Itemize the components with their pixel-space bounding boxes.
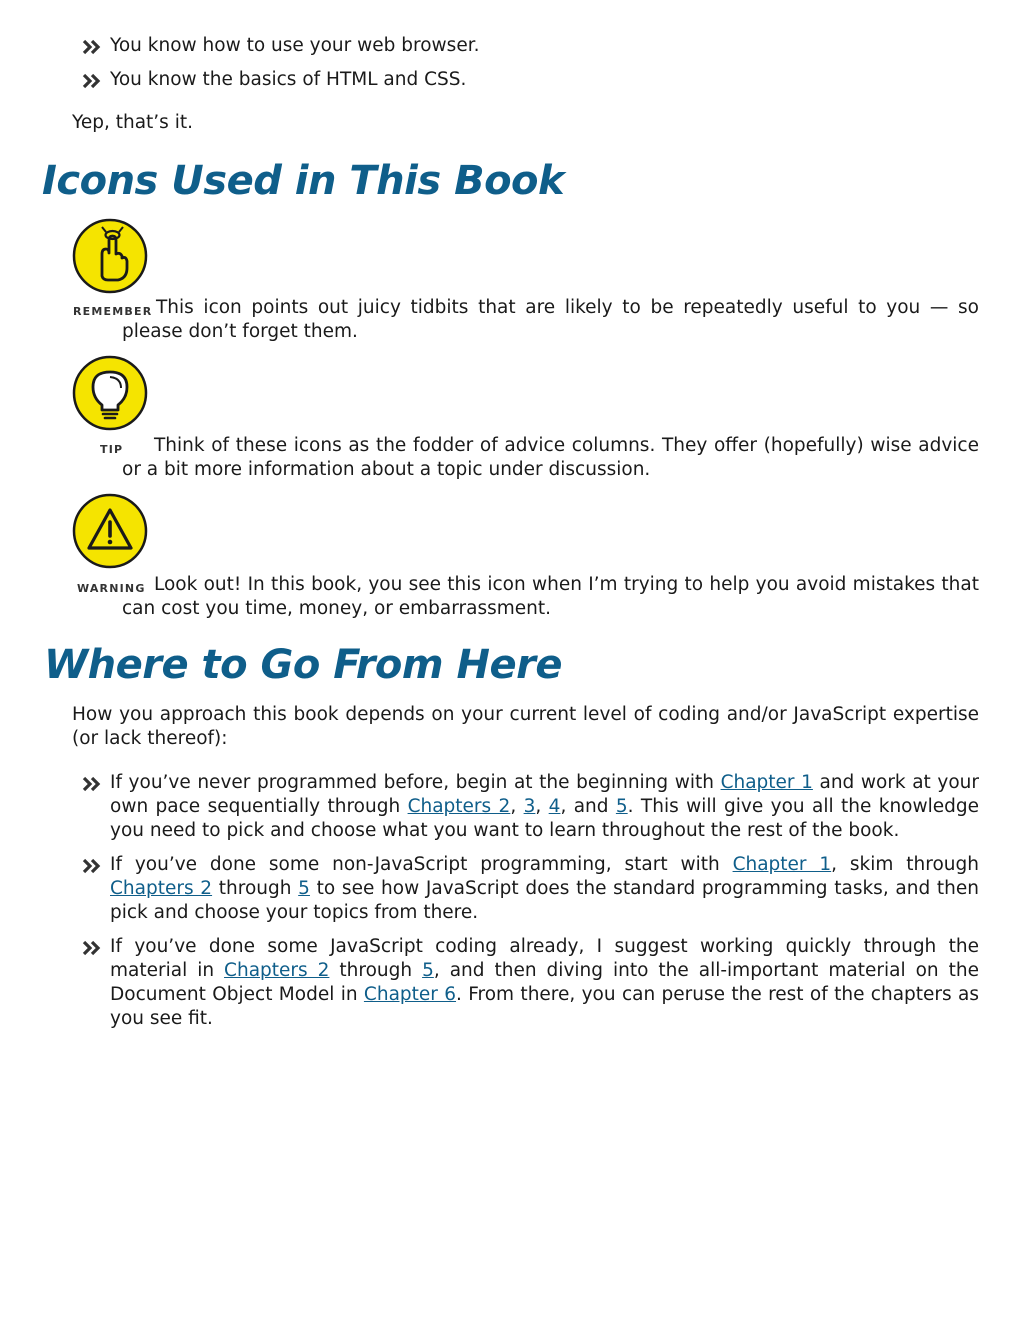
section-heading: Where to Go From Here [44, 642, 562, 688]
list-item-text: and work at your own pace sequentially through [110, 772, 979, 817]
chapter-3-link[interactable]: 3 [523, 796, 536, 817]
paragraph: Yep, that’s it. [72, 112, 193, 133]
chapter-6-link[interactable]: Chapter 6 [363, 984, 457, 1005]
list-item-text: , [535, 796, 549, 817]
list-item-text: If you’ve never programmed before, begin at the beginning with [110, 772, 721, 793]
chapter-5-link[interactable]: 5 [615, 796, 628, 817]
double-chevron-icon [82, 38, 102, 56]
warning-triangle-icon [72, 493, 150, 571]
icon-label: WARNING [77, 582, 146, 595]
list-item-text: to see how JavaScript does the standard programming tasks, and then pick and choose your topics from there. [110, 878, 979, 923]
list-item-text: through [212, 878, 299, 899]
chapter-5-link[interactable]: 5 [298, 878, 310, 899]
bullet-text: You know the basics of HTML and CSS. [110, 69, 467, 90]
chapter-1-link[interactable]: Chapter 1 [732, 854, 832, 875]
double-chevron-icon [82, 72, 102, 90]
section-heading: Icons Used in This Book [42, 158, 565, 204]
list-item-text: through [329, 960, 423, 981]
list-item [110, 853, 979, 925]
icon-paragraph-text: This icon points out juicy tidbits that are likely to be repeatedly useful to you — so please don’t forget them. [122, 297, 979, 342]
icon-paragraph-text: Look out! In this book, you see this icon when I’m trying to help you avoid mistakes that can cost you time, money, or embarrassment. [122, 574, 979, 619]
list-item-text: . From there, you can peruse the rest of the chapters as you see fit. [110, 984, 979, 1029]
chapter-2-link[interactable]: Chapters 2 [407, 796, 511, 817]
icon-label: REMEMBER [73, 305, 153, 318]
list-item-text: If you’ve done some non-JavaScript programming, start with [110, 854, 733, 875]
pointing-finger-icon [72, 218, 150, 296]
icon-paragraph [122, 573, 979, 621]
icon-paragraph [122, 296, 979, 344]
chapter-2-link[interactable]: Chapters 2 [224, 960, 330, 981]
paragraph: How you approach this book depends on your current level of coding and/or JavaScript expertise (or lack thereof): [72, 704, 979, 749]
chapter-5-link[interactable]: 5 [422, 960, 434, 981]
list-item-text: . This will give you all the knowledge you need to pick and choose what you want to learn throughout the rest of the book. [110, 796, 980, 841]
double-chevron-icon [82, 939, 102, 957]
double-chevron-icon [82, 775, 102, 793]
icon-paragraph [122, 434, 979, 482]
list-item [110, 935, 979, 1031]
icon-paragraph-text: Think of these icons as the fodder of advice columns. They offer (hopefully) wise advice or a bit more information about a topic under discussion. [122, 435, 979, 480]
lightbulb-icon [72, 355, 150, 433]
list-item [110, 771, 979, 843]
list-item-text: If you’ve done some JavaScript coding already, I suggest working quickly through the material in [110, 936, 979, 981]
list-item-text: , skim through [831, 854, 979, 875]
double-chevron-icon [82, 857, 102, 875]
chapter-2-link[interactable]: Chapters 2 [110, 878, 213, 899]
icon-label: TIP [100, 443, 124, 456]
bullet-text: You know how to use your web browser. [110, 35, 480, 56]
chapter-4-link[interactable]: 4 [548, 796, 561, 817]
list-item-text: , [510, 796, 524, 817]
list-item-text: , and then diving into the all-important material on the Document Object Model in [110, 960, 979, 1005]
chapter-1-link[interactable]: Chapter 1 [720, 772, 813, 793]
list-item-text: , and [560, 796, 616, 817]
